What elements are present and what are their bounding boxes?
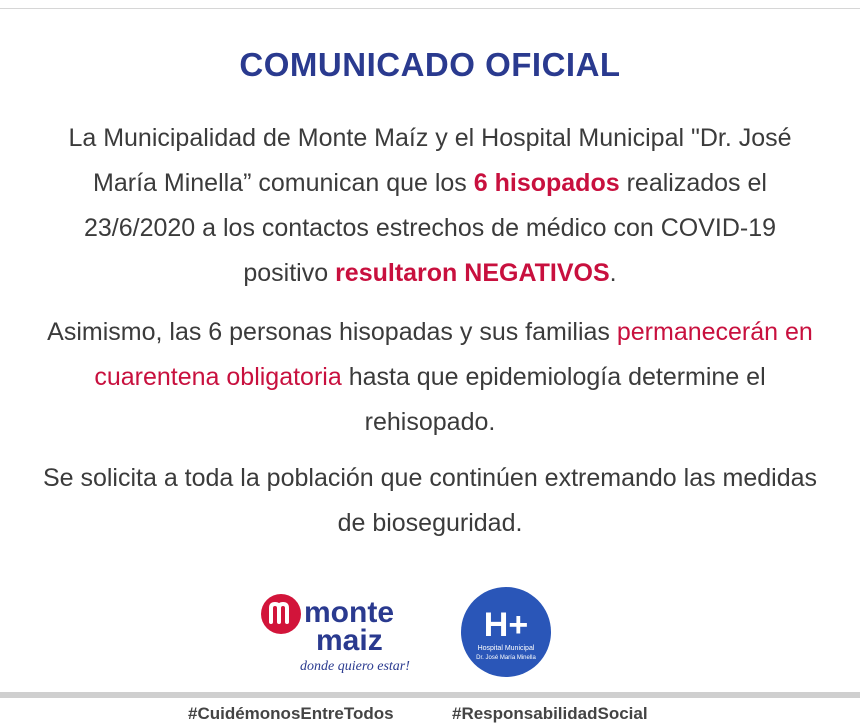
paragraph-results-text-2: realizados el 23/6/2020 a los contactos estrechos de médico con COVID-19 positivo xyxy=(83,169,777,287)
top-divider xyxy=(0,8,860,9)
highlight-negative-result: resultaron NEGATIVOS xyxy=(335,259,610,287)
highlight-swab-count: 6 hisopados xyxy=(473,169,620,197)
hospital-logo xyxy=(460,586,552,678)
hashtag-cuidemonos: #CuidémonosEntreTodos xyxy=(188,704,394,723)
logo-word-maiz: maiz xyxy=(316,624,383,657)
hospital-mark: H+ xyxy=(483,606,529,644)
bottom-divider xyxy=(0,692,860,698)
logo-word-monte: monte xyxy=(304,596,394,629)
paragraph-results xyxy=(40,116,820,296)
logo-tagline: donde quiero estar! xyxy=(300,659,410,674)
hospital-name-line2: Dr. José María Minella xyxy=(476,655,536,661)
paragraph-quarantine-text-1: Asimismo, las 6 personas hisopadas y sus familias xyxy=(47,318,617,346)
paragraph-results-text-1: La Municipalidad de Monte Maíz y el Hospital Municipal "Dr. José María Minella” comunican que los xyxy=(68,124,792,197)
hashtag-bar xyxy=(0,700,860,726)
hashtag-responsabilidad: #ResponsabilidadSocial xyxy=(452,704,648,723)
paragraph-biosafety: Se solicita a toda la población que continúen extremando las medidas de bioseguridad. xyxy=(42,464,818,537)
monte-maiz-logo xyxy=(256,584,416,680)
paragraph-results-text-3: . xyxy=(609,259,617,287)
page-title: COMUNICADO OFICIAL xyxy=(239,46,621,83)
paragraph-quarantine xyxy=(40,310,820,445)
paragraph-quarantine-text-2: hasta que epidemiología determine el rehisopado. xyxy=(341,363,766,436)
highlight-quarantine: permanecerán en cuarentena obligatoria xyxy=(94,318,813,391)
hospital-name-line1: Hospital Municipal xyxy=(477,645,535,652)
